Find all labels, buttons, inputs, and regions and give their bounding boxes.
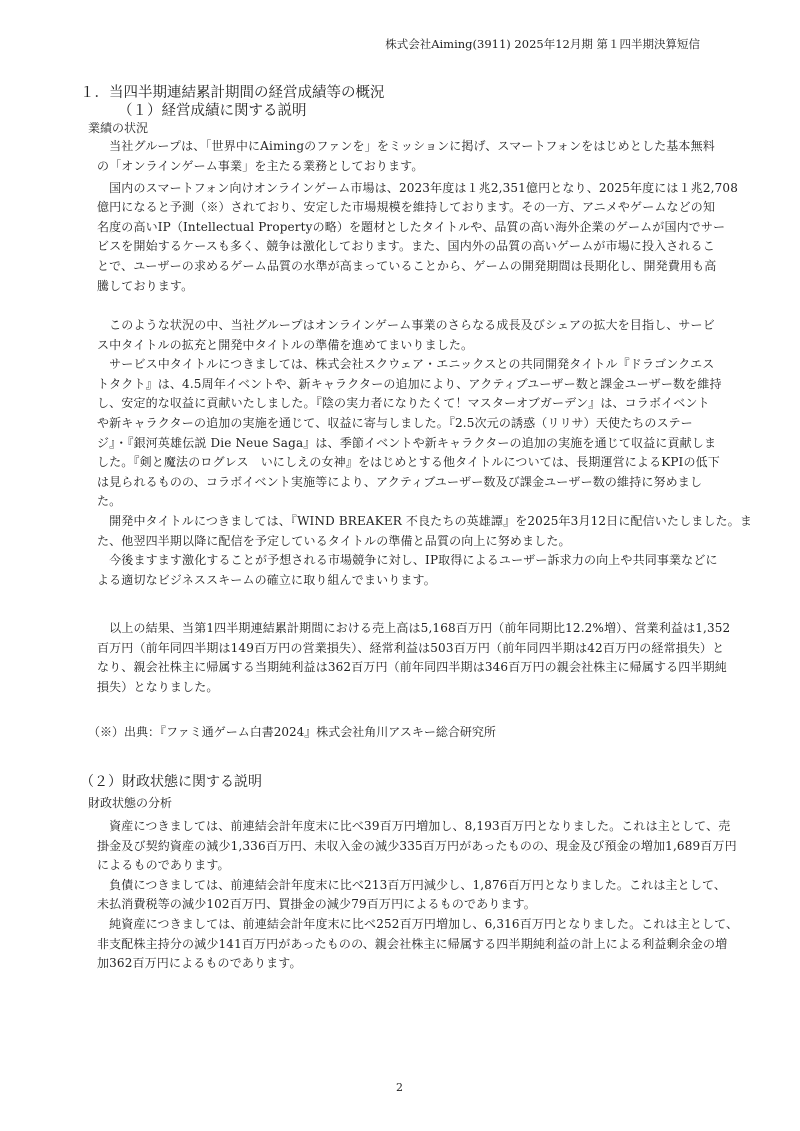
text-line: ジ』・『銀河英雄伝説 Die Neue Saga』は、季節イベントや新キャラクターの追加の実施を通じて収益に貢献しま <box>97 435 717 450</box>
page-header: 株式会社Aiming(3911) 2025年12月期 第１四半期決算短信 <box>385 37 700 51</box>
text-line: 騰しております。 <box>97 278 194 293</box>
text-line: 未払消費税等の減少102百万円、買掛金の減少79百万円によるものであります。 <box>97 897 536 912</box>
section-heading: １．当四半期連結累計期間の経営成績等の概況 <box>80 85 385 101</box>
text-line: 今後ますます激化することが予想される市場競争に対し、IP取得によるユーザー訴求力の向上や共同事業などに <box>97 553 718 568</box>
text-line: このような状況の中、当社グループはオンラインゲーム事業のさらなる成長及びシェアの拡大を目指し、サービ <box>97 318 715 332</box>
text-line: した。『剣と魔法のログレス いにしえの女神』をはじめとする他タイトルについては、長期運営によるKPIの低下 <box>97 455 720 470</box>
text-line: 当社グループは、「世界中にAimingのファンを」をミッションに掲げ、スマートフォンをはじめとした基本無料 <box>97 139 715 153</box>
text-line: 非支配株主持分の減少141百万円があったものの、親会社株主に帰属する四半期純利益の計上による利益剰余金の増 <box>97 936 728 951</box>
text-line: なり、親会社株主に帰属する当期純利益は362百万円（前年同四半期は346百万円の親会社株主に帰属する四半期純 <box>97 660 727 675</box>
subsection-label: 業績の状況 <box>88 121 149 135</box>
text-line: し、安定的な収益に貢献いたしました。『陰の実力者になりたくて！マスターオブガーデン』は、コラボイベント <box>97 396 710 411</box>
text-line: 開発中タイトルにつきましては、『WIND BREAKER 不良たちの英雄譚』を2025年3月12日に配信いたしました。ま <box>97 513 752 528</box>
subsection-heading: （１）経営成績に関する説明 <box>118 103 307 119</box>
paragraph-block <box>97 316 752 590</box>
text-line: 百万円（前年同四半期は149百万円の営業損失）、経常利益は503百万円（前年同四半期は42百万円の経常損失）と <box>97 640 725 655</box>
paragraph-block <box>97 137 738 296</box>
text-line: 億円になると予測（※）されており、安定した市場規模を維持しております。その一方、アニメやゲームなどの知 <box>97 200 716 215</box>
text-line: 損失）となりました。 <box>97 679 219 694</box>
text-line: の「オンラインゲーム事業」を主たる業務としております。 <box>97 158 424 173</box>
text-line: や新キャラクターの追加の実施を通じて、収益に寄与しました。『2.5次元の誘惑（リリサ）天使たちのステー <box>97 415 693 430</box>
text-line: サービス中タイトルにつきましては、株式会社スクウェア・エニックスとの共同開発タイトル『ドラゴンクエス <box>97 357 715 372</box>
text-line: た、他翌四半期以降に配信を予定しているタイトルの準備と品質の向上に努めました。 <box>97 533 571 548</box>
text-line: 名度の高いIP（Intellectual Propertyの略）を題材としたタイトルや、品質の高い海外企業のゲームが国内でサー <box>97 219 726 234</box>
text-line: は見られるものの、コラボイベント実施等により、アクティブユーザー数及び課金ユーザー数の維持に努めまし <box>97 474 703 489</box>
text-line: 加362百万円によるものであります。 <box>97 956 302 971</box>
text-line: トタクト』は、4.5周年イベントや、新キャラクターの追加により、アクティブユーザー数と課金ユーザー数を維持 <box>97 376 722 391</box>
text-line: ス中タイトルの拡充と開発中タイトルの準備を進めてまいりました。 <box>97 337 474 352</box>
text-line: た。 <box>97 494 122 509</box>
paragraph-block <box>97 817 738 974</box>
text-line: 掛金及び契約資産の減少1,336百万円、未収入金の減少335百万円があったものの、現金及び預金の増加1,689百万円 <box>97 838 737 853</box>
paragraph-block <box>97 619 730 697</box>
text-line: 国内のスマートフォン向けオンラインゲーム市場は、2023年度は１兆2,351億円となり、2025年度には１兆2,708 <box>97 180 738 195</box>
text-line: よる適切なビジネススキームの確立に取り組んでまいります。 <box>97 572 436 587</box>
text-line: 資産につきましては、前連結会計年度末に比べ39百万円増加し、8,193百万円となりました。これは主として、売 <box>97 819 731 833</box>
text-line: によるものであります。 <box>97 858 230 873</box>
text-line: ビスを開始するケースも多く、競争は激化しております。また、国内外の品質の高いゲームが市場に投入されるこ <box>97 239 715 254</box>
text-line: 負債につきましては、前連結会計年度末に比べ213百万円減少し、1,876百万円となりました。これは主として、 <box>97 877 727 892</box>
page-number: 2 <box>396 1081 403 1094</box>
text-line: 以上の結果、当第1四半期連結累計期間における売上高は5,168百万円（前年同期比12.2%増）、営業利益は1,352 <box>97 621 731 635</box>
subsection-heading: （２）財政状態に関する説明 <box>80 774 262 790</box>
subsection-label: 財政状態の分析 <box>88 796 173 810</box>
text-line: とで、ユーザーの求めるゲーム品質の水準が高まっていることから、ゲームの開発期間は長期化し、開発費用も高 <box>97 258 717 273</box>
text-line: 純資産につきましては、前連結会計年度末に比べ252百万円増加し、6,316百万円となりました。これは主として、 <box>97 916 739 931</box>
footnote: （※）出典：『ファミ通ゲーム白書2024』株式会社角川アスキー総合研究所 <box>88 725 496 739</box>
